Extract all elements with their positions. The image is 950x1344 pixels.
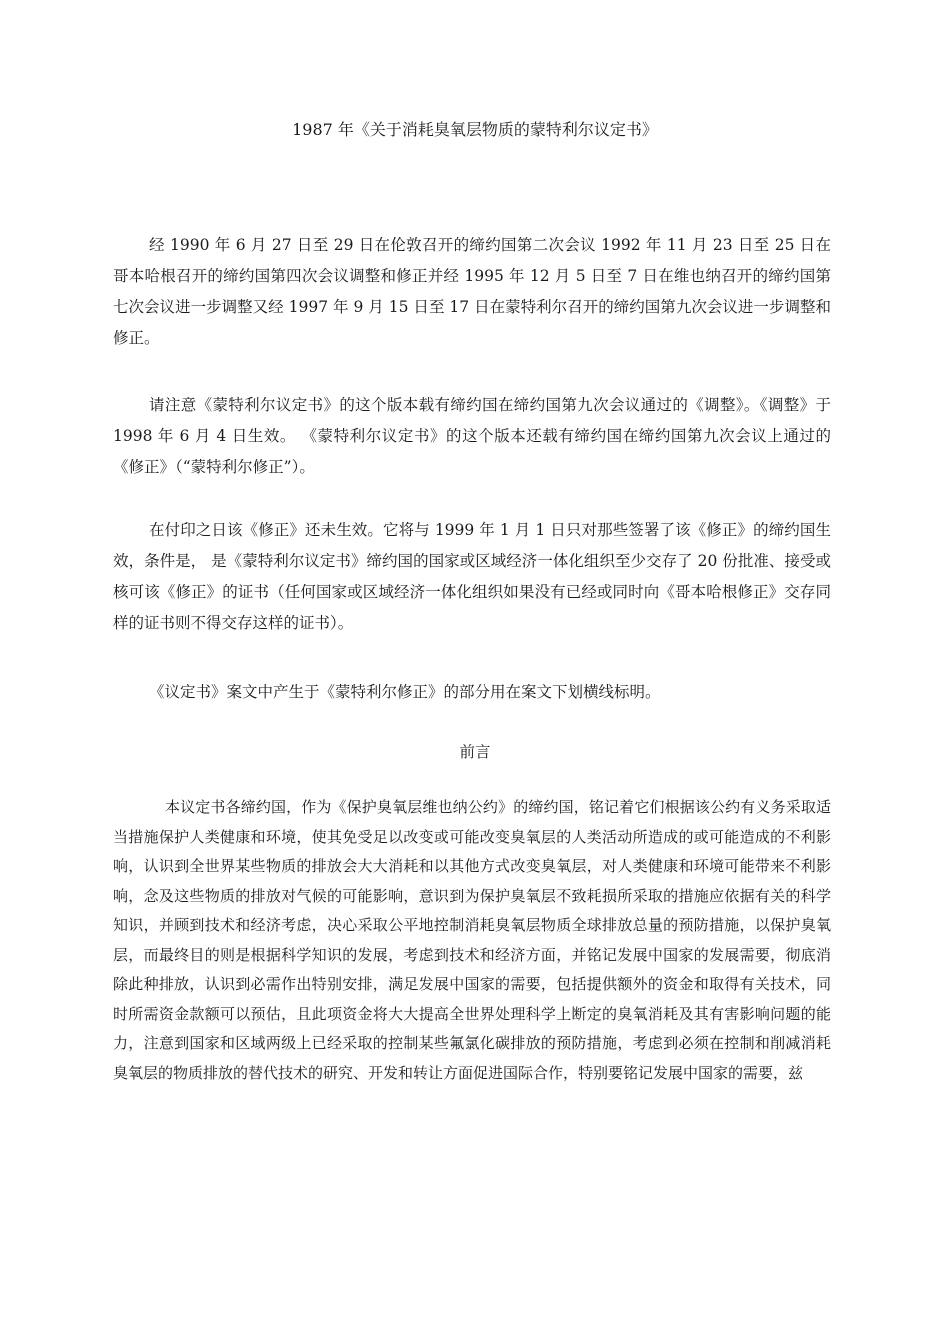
version-note-paragraph: 请注意《蒙特利尔议定书》的这个版本载有缔约国在缔约国第九次会议通过的《调整》。《调整》于 1998 年 6 月 4 日生效。 《蒙特利尔议定书》的这个版本还载有缔约国在缔约国第九次会议上通过的《修正》（“蒙特利尔修正”）。 (113, 396, 831, 476)
entry-into-force-paragraph: 在付印之日该《修正》还未生效。它将与 1999 年 1 月 1 日只对那些签署了该《修正》的缔约国生效，条件是， 是《蒙特利尔议定书》缔约国的国家或区域经济一体化组织至少交存了 20 份批准、接受或核可该《修正》的证书（任何国家或区域经济一体化组织如果没有已经或同时向《哥本哈根修正》交存同样的证书则不得交存这样的证书）。 (113, 521, 831, 632)
underline-note-paragraph: 《议定书》案文中产生于《蒙特利尔修正》的部分用在案文下划横线标明。 (149, 683, 661, 701)
amendments-history-paragraph: 经 1990 年 6 月 27 日至 29 日在伦敦召开的缔约国第二次会议 1992 年 11 月 23 日至 25 日在哥本哈根召开的缔约国第四次会议调整和修正并经 1995 年 12 月 5 日至 7 日在维也纳召开的缔约国第七次会议进一步调整又经 1997 年 9 月 15 日至 17 日在蒙特利尔召开的缔约国第九次会议进一步调整和修正。 (113, 236, 831, 347)
preamble-heading: 前言 (459, 743, 491, 761)
preamble-paragraph: 本议定书各缔约国，作为《保护臭氧层维也纳公约》的缔约国，铭记着它们根据该公约有义务采取适当措施保护人类健康和环境，使其免受足以改变或可能改变臭氧层的人类活动所造成的或可能造成的不利影响，认识到全世界某些物质的排放会大大消耗和以其他方式改变臭氧层，对人类健康和环境可能带来不利影响，念及这些物质的排放对气候的可能影响，意识到为保护臭氧层不致耗损所采取的措施应依据有关的科学知识，并顾到技术和经济考虑，决心采取公平地控制消耗臭氧层物质全球排放总量的预防措施，以保护臭氧层，而最终目的则是根据科学知识的发展，考虑到技术和经济方面，并铭记发展中国家的发展需要，彻底消除此种排放，认识到必需作出特别安排，满足发展中国家的需要，包括提供额外的资金和取得有关技术，同时所需资金款额可以预估，且此项资金将大大提高全世界处理科学上断定的臭氧消耗及其有害影响问题的能力，注意到国家和区域两级上已经采取的控制某些氟氯化碳排放的预防措施，考虑到必须在控制和削减消耗臭氧层的物质排放的替代技术的研究、开发和转让方面促进国际合作，特别要铭记发展中国家的需要，兹 (113, 798, 831, 1082)
document-title: 1987 年《关于消耗臭氧层物质的蒙特利尔议定书》 (292, 120, 658, 139)
